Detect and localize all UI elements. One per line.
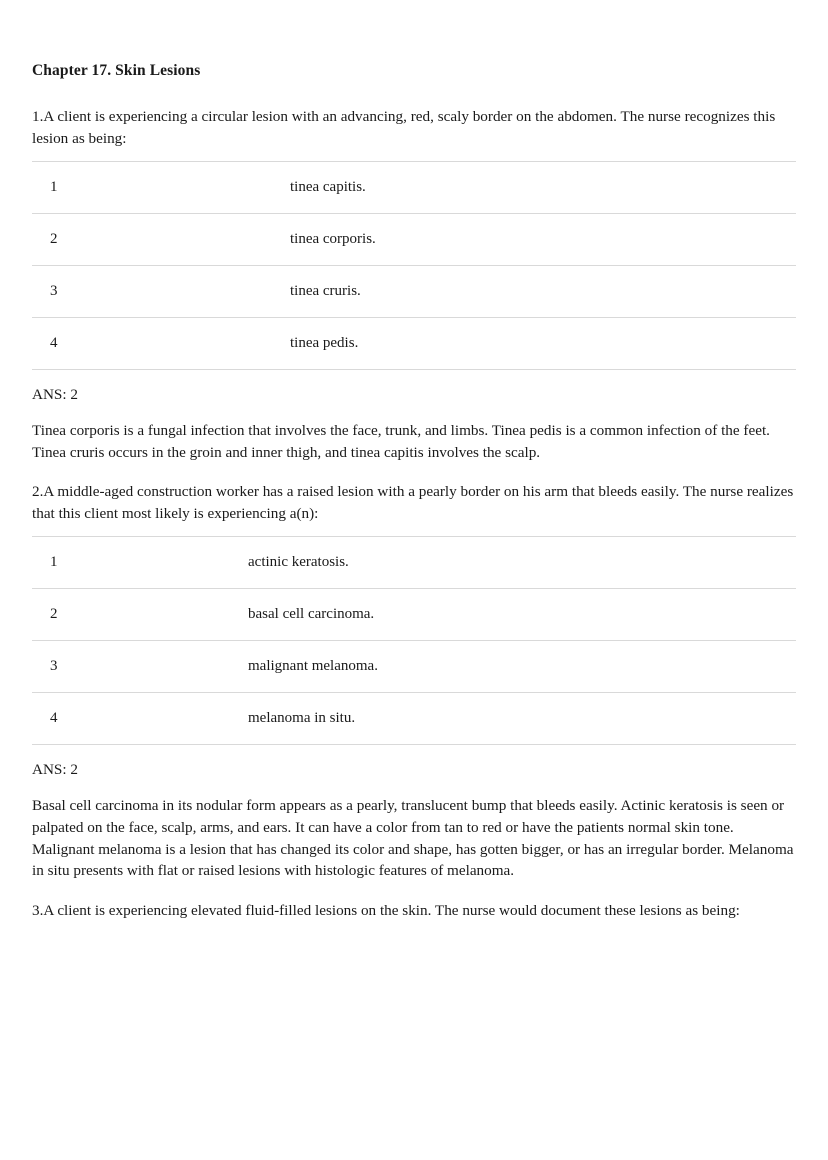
option-label: tinea cruris. <box>290 283 361 300</box>
rationale-text: Tinea corporis is a fungal infection that involves the face, trunk, and limbs. Tinea pedis is a common infection of the feet. Tinea cruris occurs in the groin and inner thigh, and tinea capitis involves the scalp. <box>32 422 770 461</box>
table-row[interactable] <box>32 641 796 693</box>
option-label: tinea corporis. <box>290 231 376 248</box>
table-row[interactable] <box>32 693 796 745</box>
table-row[interactable] <box>32 214 796 266</box>
option-label: actinic keratosis. <box>248 554 349 571</box>
answer-options-table <box>32 161 796 370</box>
option-label: tinea pedis. <box>290 335 359 352</box>
question-text: 1.A client is experiencing a circular lesion with an advancing, red, scaly border on the abdomen. The nurse recognizes this lesion as being: <box>32 108 776 147</box>
question-text: 3.A client is experiencing elevated fluid-filled lesions on the skin. The nurse would document these lesions as being: <box>32 901 740 919</box>
option-number: 3 <box>50 658 58 675</box>
option-number: 4 <box>50 335 58 352</box>
option-number: 4 <box>50 710 58 727</box>
option-number: 2 <box>50 231 58 248</box>
rationale-text: Basal cell carcinoma in its nodular form appears as a pearly, translucent bump that bleeds easily. Actinic keratosis is seen or palpated on the face, scalp, arms, and ears. It can have a color from tan to red or have the patients normal skin tone. Malignant melanoma is a lesion that has changed its color and shape, has gotten bigger, or has an irregular border. Melanoma in situ presents with flat or raised lesions with histologic features of melanoma. <box>32 797 794 880</box>
option-label: basal cell carcinoma. <box>248 606 375 623</box>
option-label: melanoma in situ. <box>248 710 356 727</box>
answer-options-table <box>32 536 796 745</box>
option-label: malignant melanoma. <box>248 658 378 675</box>
answer-key: ANS: 2 <box>32 761 78 779</box>
option-number: 1 <box>50 554 58 571</box>
question-text: 2.A middle-aged construction worker has a raised lesion with a pearly border on his arm that bleeds easily. The nurse realizes that this client most likely is experiencing a(n): <box>32 483 794 522</box>
table-row[interactable] <box>32 318 796 370</box>
answer-key: ANS: 2 <box>32 386 78 404</box>
table-row[interactable] <box>32 162 796 214</box>
option-number: 1 <box>50 179 58 196</box>
table-row[interactable] <box>32 537 796 589</box>
option-number: 2 <box>50 606 58 623</box>
table-row[interactable] <box>32 589 796 641</box>
option-label: tinea capitis. <box>290 179 366 196</box>
option-number: 3 <box>50 283 58 300</box>
page-title: Chapter 17. Skin Lesions <box>32 62 201 79</box>
table-row[interactable] <box>32 266 796 318</box>
